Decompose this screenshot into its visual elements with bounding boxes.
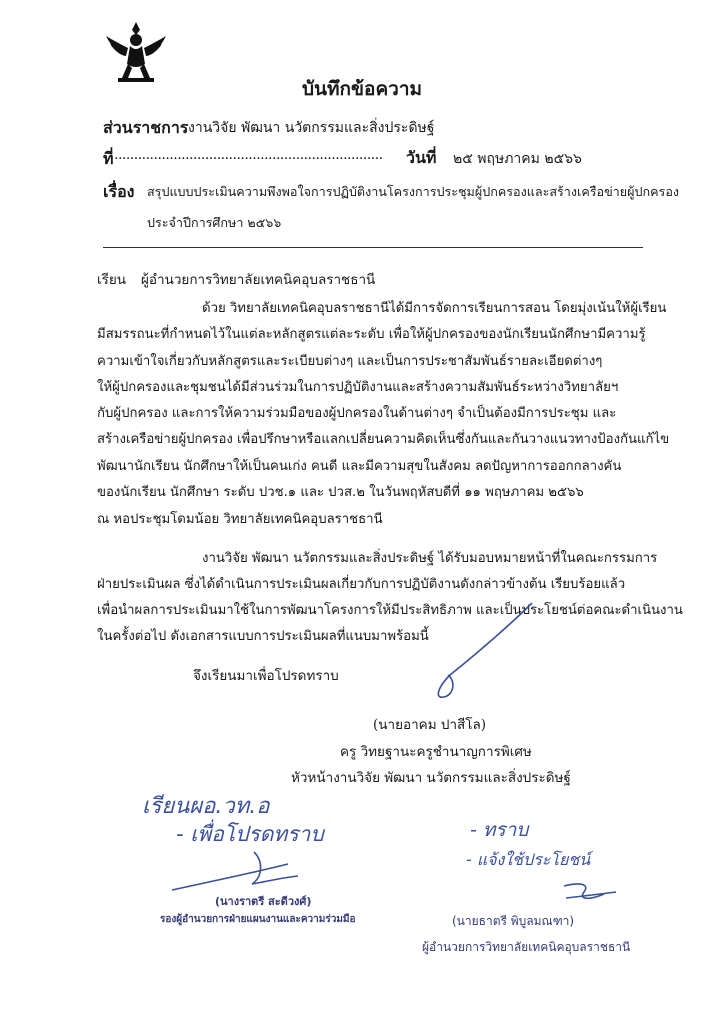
salutation-label: เรียน (97, 272, 127, 288)
left-signature-icon (168, 848, 328, 896)
closing-text: จึงเรียนมาเพื่อโปรดทราบ (193, 668, 339, 684)
handwritten-note-right-1: - ทราบ (470, 819, 529, 841)
stamp-right-name: (นายธาตรี พิบูลมณฑา) (452, 914, 575, 928)
signer-name: (นายอาคม ปาสีโล) (373, 717, 487, 733)
paragraph1-line: ให้ผู้ปกครองและชุมชนได้มีส่วนร่วมในการปฏิบัติงานและสร้างความสัมพันธ์ระหว่างวิทยาลัยฯ (97, 380, 619, 395)
paragraph1-line: มีสมรรถนะที่กำหนดไว้ในแต่ละหลักสูตรแต่ละระดับ เพื่อให้ผู้ปกครองของนักเรียนนักศึกษามีความรู้ (97, 327, 646, 342)
paragraph1-line: ของนักเรียน นักศึกษา ระดับ ปวช.๑ และ ปวส.๒ ในวันพฤหัสบดีที่ ๑๑ พฤษภาคม ๒๕๖๖ (97, 485, 584, 500)
ref-dots: .................................................................... (114, 147, 383, 163)
paragraph2-line: ในครั้งต่อไป ดังเอกสารแบบการประเมินผลที่แนบมาพร้อมนี้ (97, 629, 429, 644)
header-divider (103, 247, 643, 248)
subject-label: เรื่อง (103, 182, 135, 201)
paragraph1-line: กับผู้ปกครอง และการให้ความร่วมมือของผู้ปกครองในด้านต่างๆ จำเป็นต้องมีการประชุม และ (97, 406, 617, 421)
stamp-right-title: ผู้อำนวยการวิทยาลัยเทคนิคอุบลราชธานี (422, 940, 631, 954)
stamp-left-name: (นางราตรี สะดีวงศ์) (215, 895, 312, 908)
paragraph1-line: ความเข้าใจเกี่ยวกับหลักสูตรและระเบียบต่างๆ และเป็นการประชาสัมพันธ์รายละเอียดต่างๆ (97, 354, 603, 369)
subject-line-2: ประจำปีการศึกษา ๒๕๖๖ (147, 215, 282, 230)
ref-label: ที่ (103, 149, 114, 168)
signer-title: ครู วิทยฐานะครูชำนาญการพิเศษ (340, 744, 532, 760)
subject-line-1: สรุปแบบประเมินความพึงพอใจการปฏิบัติงานโครงการประชุมผู้ปกครองและสร้างเครือข่ายผู้ปกครอง (147, 184, 680, 199)
right-signature-icon (560, 878, 620, 906)
memo-title: บันทึกข้อความ (301, 78, 423, 100)
paragraph2-line: ฝ่ายประเมินผล ซึ่งได้ดำเนินการประเมินผลเกี่ยวกับการปฏิบัติงานดังกล่าวข้างต้น เรียบร้อยแล้ว (97, 577, 626, 592)
date-value: ๒๕ พฤษภาคม ๒๕๖๖ (453, 151, 582, 167)
paragraph2-line: เพื่อนำผลการประเมินมาใช้ในการพัฒนาโครงการให้มีประสิทธิภาพ และเป็นประโยชน์ต่อคณะดำเนินงาน (97, 603, 683, 618)
salutation-value: ผู้อำนวยการวิทยาลัยเทคนิคอุบลราชธานี (141, 272, 376, 288)
author-signature-icon (420, 595, 550, 705)
date-label: วันที่ (406, 148, 437, 167)
paragraph1-line: พัฒนานักเรียน นักศึกษาให้เป็นคนเก่ง คนดี และมีความสุขในสังคม ลดปัญหาการออกกลางคัน (97, 459, 622, 474)
paragraph1-line: สร้างเครือข่ายผู้ปกครอง เพื่อปรึกษาหรือแลกเปลี่ยนความคิดเห็นซึ่งกันและกันวางแนวทางป้องกันแก้ไข (97, 432, 670, 447)
handwritten-note-left-2: - เพื่อโปรดทราบ (176, 822, 324, 846)
handwritten-note-left-1: เรียนผอ.วท.อ (142, 794, 270, 819)
paragraph1-line: ด้วย วิทยาลัยเทคนิคอุบลราชธานีได้มีการจัดการเรียนการสอน โดยมุ่งเน้นให้ผู้เรียน (202, 301, 667, 316)
agency-value: งานวิจัย พัฒนา นวัตกรรมและสิ่งประดิษฐ์ (188, 120, 435, 136)
handwritten-note-right-2: - แจ้งใช้ประโยชน์ (466, 850, 591, 869)
agency-label: ส่วนราชการ (103, 118, 189, 137)
paragraph2-line: งานวิจัย พัฒนา นวัตกรรมและสิ่งประดิษฐ์ ได้รับมอบหมายหน้าที่ในคณะกรรมการ (202, 551, 658, 566)
stamp-left-title: รองผู้อำนวยการฝ่ายแผนงานและความร่วมมือ (160, 914, 356, 925)
paragraph1-line: ณ หอประชุมโดมน้อย วิทยาลัยเทคนิคอุบลราชธานี (97, 512, 383, 527)
signer-position: หัวหน้างานวิจัย พัฒนา นวัตกรรมและสิ่งประดิษฐ์ (291, 770, 571, 786)
